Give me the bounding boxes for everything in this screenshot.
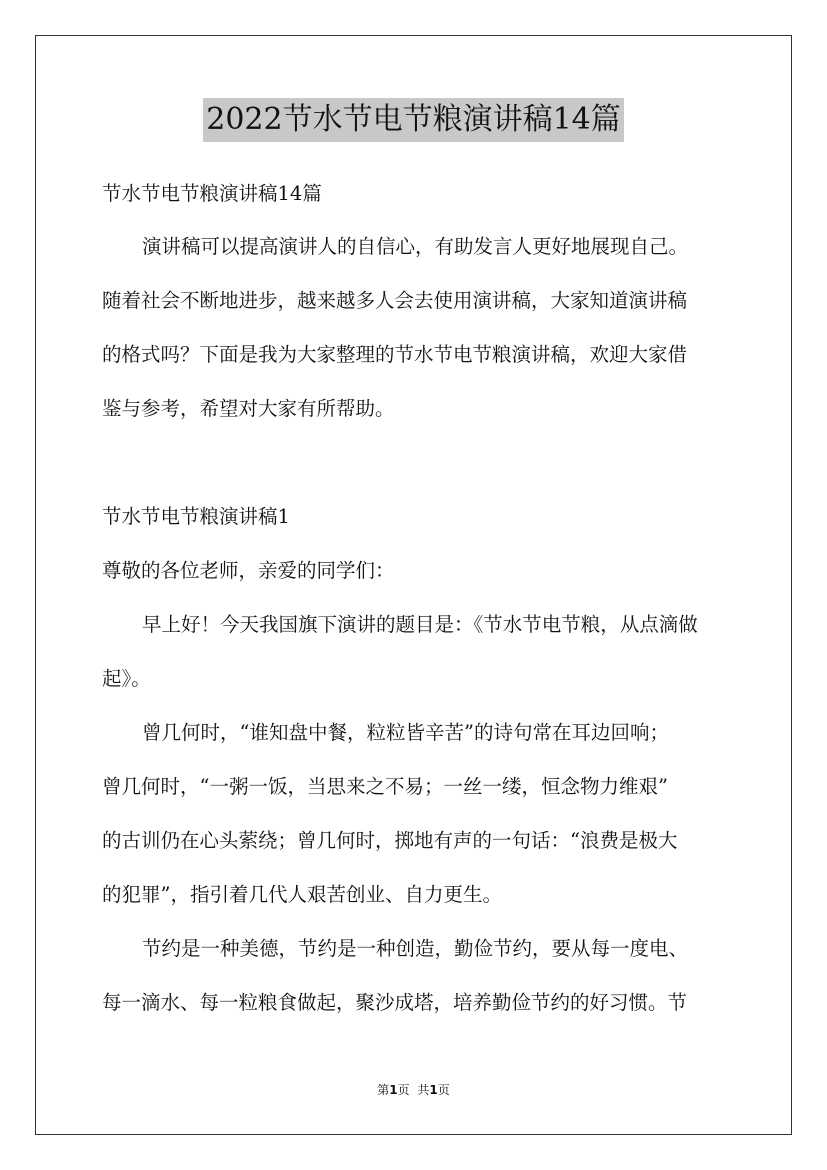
footer-total-prefix: 共 <box>417 1083 430 1097</box>
para2-line-1: 曾几何时，“谁知盘中餐，粒粒皆辛苦”的诗句常在耳边回响； <box>142 721 669 744</box>
footer-page-suffix: 页 <box>397 1083 410 1097</box>
footer-page-total: 1 <box>429 1083 438 1097</box>
para3-line-2: 每一滴水、每一粒粮食做起，聚沙成塔，培养勤俭节约的好习惯。节 <box>102 991 688 1014</box>
para1-line-2: 起》。 <box>102 667 151 690</box>
salutation: 尊敬的各位老师，亲爱的同学们： <box>102 559 395 582</box>
footer-page-prefix: 第 <box>377 1083 390 1097</box>
document-subtitle: 节水节电节粮演讲稿14篇 <box>102 182 322 205</box>
intro-line-4: 鉴与参考，希望对大家有所帮助。 <box>102 397 395 420</box>
intro-line-1: 演讲稿可以提高演讲人的自信心，有助发言人更好地展现自己。 <box>142 235 689 258</box>
para3-line-1: 节约是一种美德，节约是一种创造，勤俭节约，要从每一度电、 <box>142 937 689 960</box>
para2-line-2: 曾几何时，“一粥一饭，当思来之不易；一丝一缕，恒念物力维艰” <box>102 775 668 798</box>
para1-line-1: 早上好！今天我国旗下演讲的题目是：《节水节电节粮，从点滴做 <box>142 613 698 636</box>
title-wrap <box>0 98 827 142</box>
document-title: 2022节水节电节粮演讲稿14篇 <box>203 98 624 142</box>
section-heading: 节水节电节粮演讲稿1 <box>102 505 290 528</box>
para2-line-3: 的古训仍在心头萦绕；曾几何时，掷地有声的一句话：“浪费是极大 <box>102 829 678 852</box>
footer-page-current: 1 <box>389 1083 398 1097</box>
intro-line-3: 的格式吗？下面是我为大家整理的节水节电节粮演讲稿，欢迎大家借 <box>102 343 688 366</box>
page-footer <box>0 1082 827 1098</box>
intro-line-2: 随着社会不断地进步，越来越多人会去使用演讲稿，大家知道演讲稿 <box>102 289 688 312</box>
para2-line-4: 的犯罪”，指引着几代人艰苦创业、自力更生。 <box>102 883 502 906</box>
footer-total-suffix: 页 <box>437 1083 450 1097</box>
